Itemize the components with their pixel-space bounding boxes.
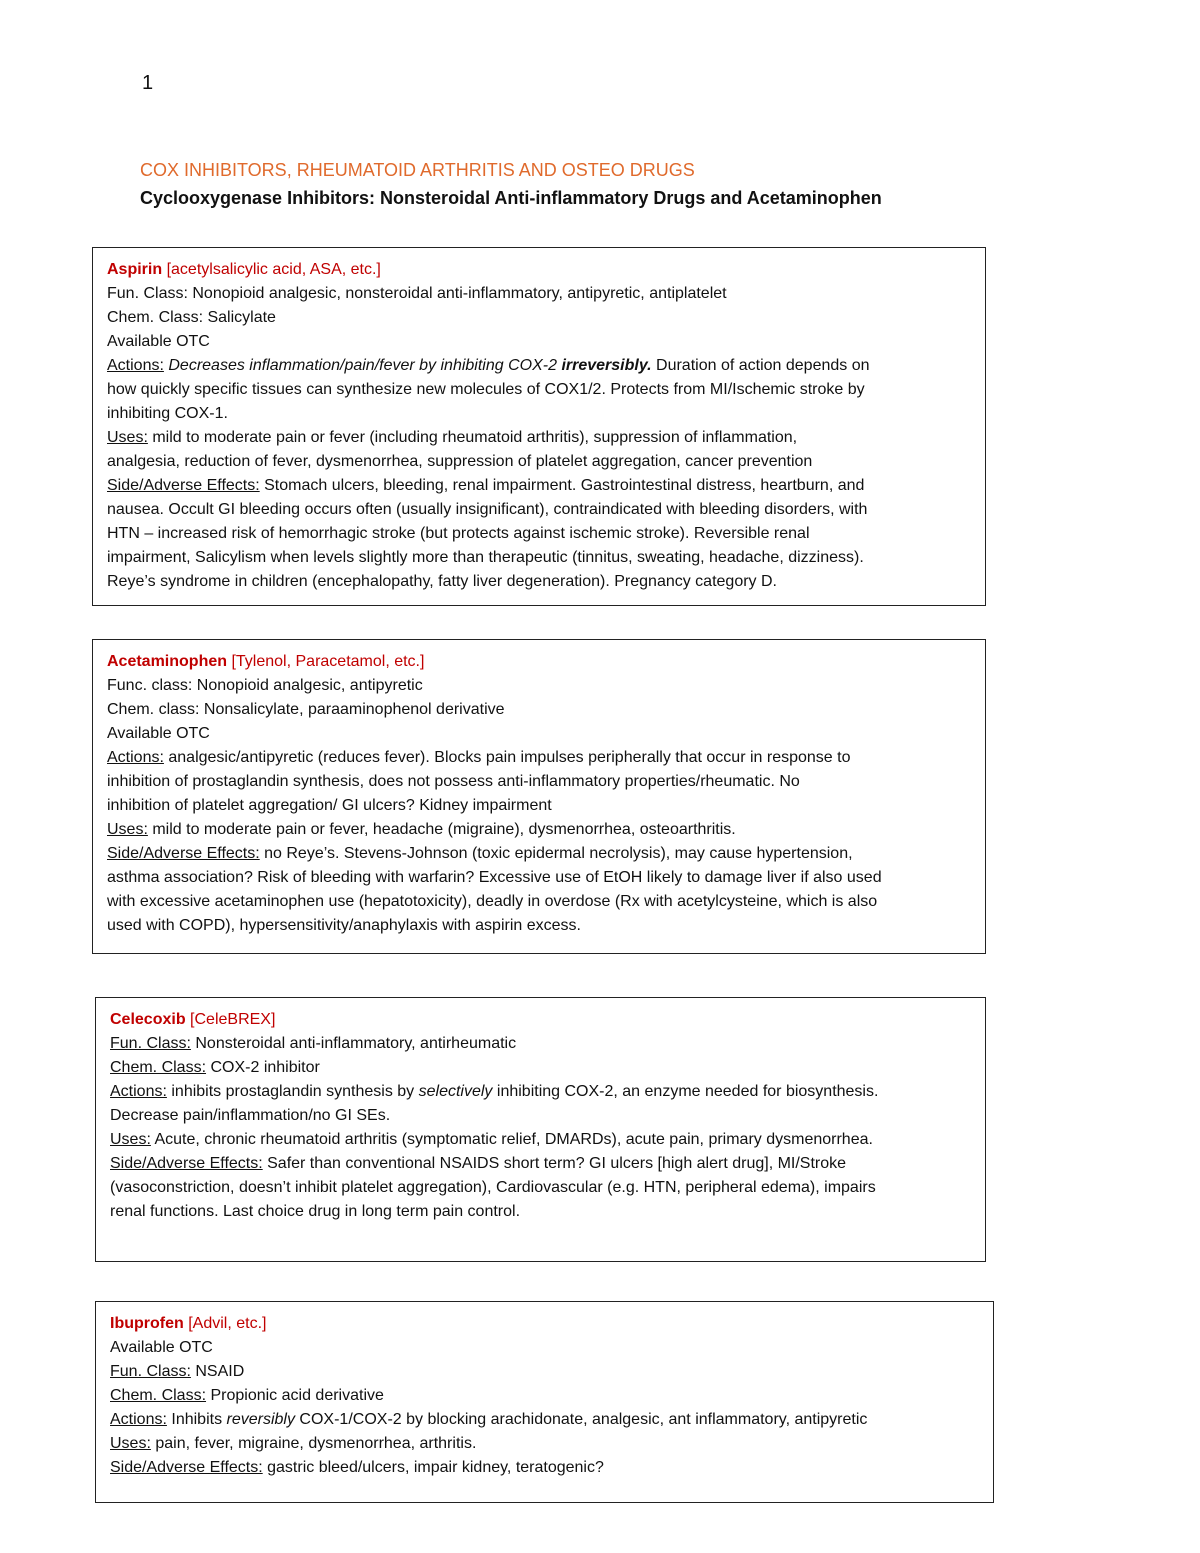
availability: Available OTC [107, 725, 210, 742]
functional-class [107, 282, 971, 306]
side-effects [107, 474, 971, 498]
drug-header [110, 1312, 979, 1336]
page-number: 1 [142, 72, 154, 94]
actions-line: inhibiting COX-1. [107, 405, 228, 422]
chem-class-value: COX-2 inhibitor [206, 1059, 320, 1076]
drug-name: Aspirin [107, 261, 163, 278]
celecoxib-card [95, 997, 986, 1262]
uses-text: pain, fever, migraine, dysmenorrhea, arthritis. [150, 1435, 477, 1452]
side-effects-line: Reye’s syndrome in children (encephalopathy, fatty liver degeneration). Pregnancy category D. [107, 573, 777, 590]
side-effects-text: gastric bleed/ulcers, impair kidney, teratogenic? [262, 1459, 604, 1476]
drug-name: Celecoxib [110, 1011, 186, 1028]
actions-text: Duration of action depends on [651, 357, 870, 374]
actions [110, 1080, 971, 1104]
actions [107, 746, 971, 770]
aspirin-card [92, 247, 986, 606]
drug-header [107, 650, 971, 674]
actions-line: how quickly specific tissues can synthesize new molecules of COX1/2. Protects from MI/Ischemic stroke by [107, 381, 865, 398]
actions-text: inhibiting COX-2, an enzyme needed for biosynthesis. [492, 1083, 879, 1100]
chem-class-label: Chem. Class: [110, 1387, 207, 1404]
brand-names: [CeleBREX] [185, 1011, 276, 1028]
actions-label: Actions: [110, 1411, 167, 1428]
uses-text: mild to moderate pain or fever, headache (migraine), dysmenorrhea, osteoarthritis. [147, 821, 736, 838]
uses [110, 1432, 979, 1456]
side-effects-line: used with COPD), hypersensitivity/anaphylaxis with aspirin excess. [107, 917, 581, 934]
actions-text: COX-1/COX-2 by blocking arachidonate, analgesic, ant inflammatory, antipyretic [294, 1411, 868, 1428]
brand-names: [Tylenol, Paracetamol, etc.] [227, 653, 425, 670]
uses-label: Uses: [110, 1435, 151, 1452]
drug-header [107, 258, 971, 282]
actions-text: inhibits prostaglandin synthesis by [166, 1083, 419, 1100]
drug-name: Acetaminophen [107, 653, 228, 670]
document-subtitle: Cyclooxygenase Inhibitors: Nonsteroidal Anti-inflammatory Drugs and Acetaminophen [140, 188, 882, 208]
fun-class-label: Fun. Class: [110, 1363, 191, 1380]
fun-class-value: Nonopioid analgesic, nonsteroidal anti-inflammatory, antipyretic, antiplatelet [187, 285, 727, 302]
side-effects [110, 1456, 979, 1480]
uses-label: Uses: [107, 821, 148, 838]
uses [110, 1128, 971, 1152]
side-effects [107, 842, 971, 866]
side-effects-line: nausea. Occult GI bleeding occurs often (usually insignificant), contraindicated with bleeding disorders, with [107, 501, 868, 518]
uses [107, 818, 971, 842]
chem-class-label: Chem. Class: [110, 1059, 207, 1076]
chem-class-value: Salicylate [203, 309, 276, 326]
actions-text: analgesic/antipyretic (reduces fever). Blocks pain impulses peripherally that occur in response to [163, 749, 851, 766]
uses-text: Acute, chronic rheumatoid arthritis (symptomatic relief, DMARDs), acute pain, primary dysmenorrhea. [150, 1131, 873, 1148]
uses [107, 426, 971, 450]
side-effects-text: Safer than conventional NSAIDS short term? GI ulcers [high alert drug], MI/Stroke [262, 1155, 847, 1172]
brand-names: [acetylsalicylic acid, ASA, etc.] [162, 261, 381, 278]
functional-class [110, 1360, 979, 1384]
acetaminophen-card [92, 639, 986, 954]
chemical-class [107, 306, 971, 330]
actions-line: inhibition of prostaglandin synthesis, does not possess anti-inflammatory properties/rheumatic. No [107, 773, 800, 790]
chem-class-value: Propionic acid derivative [206, 1387, 384, 1404]
functional-class [110, 1032, 971, 1056]
actions-italic: Decreases inflammation/pain/fever by inhibiting COX-2 [163, 357, 562, 374]
functional-class: Func. class: Nonopioid analgesic, antipyretic [107, 677, 423, 694]
drug-header [110, 1008, 971, 1032]
side-effects-label: Side/Adverse Effects: [107, 477, 260, 494]
fun-class-label: Fun. Class: [107, 285, 188, 302]
document-title: COX INHIBITORS, RHEUMATOID ARTHRITIS AND OSTEO DRUGS [140, 160, 695, 180]
fun-class-value: NSAID [190, 1363, 245, 1380]
actions-bold: irreversibly. [561, 357, 652, 374]
brand-names: [Advil, etc.] [183, 1315, 267, 1332]
chemical-class: Chem. class: Nonsalicylate, paraaminophenol derivative [107, 701, 505, 718]
side-effects-line: impairment, Salicylism when levels slightly more than therapeutic (tinnitus, sweating, headache, dizziness). [107, 549, 864, 566]
actions-italic: selectively [418, 1083, 493, 1100]
drug-name: Ibuprofen [110, 1315, 184, 1332]
uses-label: Uses: [107, 429, 148, 446]
availability: Available OTC [110, 1339, 213, 1356]
fun-class-label: Fun. Class: [110, 1035, 191, 1052]
actions-label: Actions: [107, 357, 164, 374]
actions [110, 1408, 979, 1432]
side-effects-text: Stomach ulcers, bleeding, renal impairment. Gastrointestinal distress, heartburn, and [259, 477, 865, 494]
actions-label: Actions: [107, 749, 164, 766]
ibuprofen-card [95, 1301, 994, 1503]
side-effects-line: with excessive acetaminophen use (hepatotoxicity), deadly in overdose (Rx with acetylcysteine, which is also [107, 893, 878, 910]
side-effects-line: HTN – increased risk of hemorrhagic stroke (but protects against ischemic stroke). Reversible renal [107, 525, 810, 542]
side-effects-line: (vasoconstriction, doesn’t inhibit platelet aggregation), Cardiovascular (e.g. HTN, peripheral edema), impairs [110, 1179, 876, 1196]
actions-line: inhibition of platelet aggregation/ GI ulcers? Kidney impairment [107, 797, 552, 814]
side-effects-text: no Reye’s. Stevens-Johnson (toxic epidermal necrolysis), may cause hypertension, [259, 845, 853, 862]
availability: Available OTC [107, 333, 210, 350]
actions-line: Decrease pain/inflammation/no GI SEs. [110, 1107, 391, 1124]
chemical-class [110, 1384, 979, 1408]
fun-class-value: Nonsteroidal anti-inflammatory, antirheumatic [190, 1035, 517, 1052]
side-effects-line: asthma association? Risk of bleeding with warfarin? Excessive use of EtOH likely to damage liver if also used [107, 869, 882, 886]
chem-class-label: Chem. Class: [107, 309, 204, 326]
actions-text: Inhibits [166, 1411, 227, 1428]
side-effects-line: renal functions. Last choice drug in long term pain control. [110, 1203, 521, 1220]
side-effects-label: Side/Adverse Effects: [110, 1155, 263, 1172]
side-effects [110, 1152, 971, 1176]
chemical-class [110, 1056, 971, 1080]
actions-italic: reversibly [226, 1411, 295, 1428]
side-effects-label: Side/Adverse Effects: [107, 845, 260, 862]
uses-text: mild to moderate pain or fever (including rheumatoid arthritis), suppression of inflammation, [147, 429, 798, 446]
uses-line: analgesia, reduction of fever, dysmenorrhea, suppression of platelet aggregation, cancer prevention [107, 453, 813, 470]
actions-label: Actions: [110, 1083, 167, 1100]
uses-label: Uses: [110, 1131, 151, 1148]
actions [107, 354, 971, 378]
side-effects-label: Side/Adverse Effects: [110, 1459, 263, 1476]
